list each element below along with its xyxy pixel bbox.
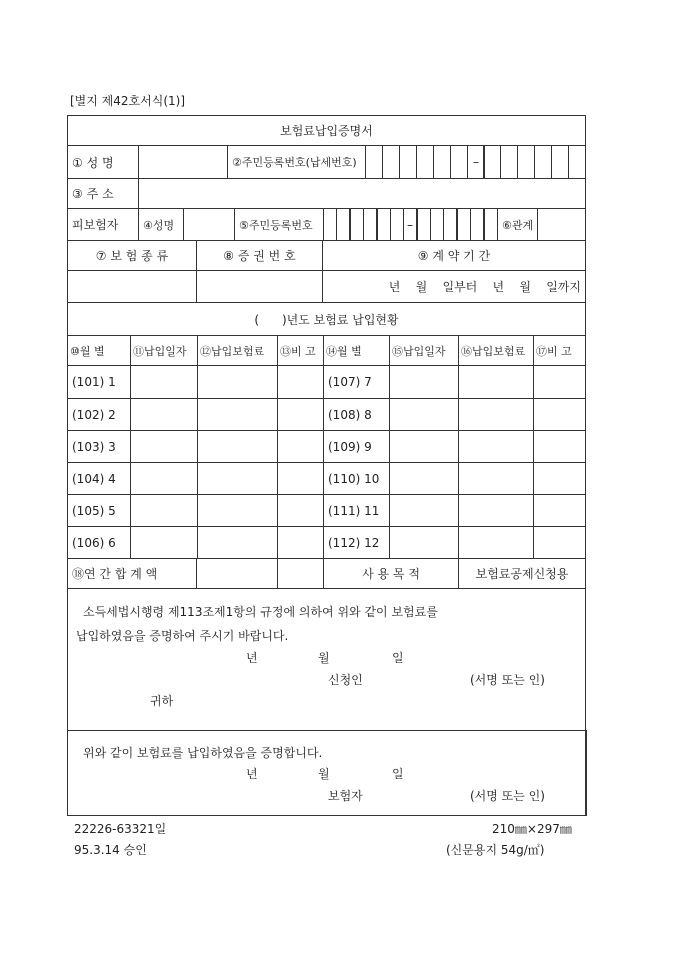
contract-period-field[interactable]: 년 월 일부터 년 월 일까지 bbox=[322, 270, 586, 303]
insured-id-digit[interactable] bbox=[336, 208, 350, 241]
resident-number-digit[interactable] bbox=[433, 145, 451, 179]
resident-number-digit[interactable] bbox=[450, 145, 468, 179]
annual-total-amount[interactable] bbox=[196, 558, 278, 589]
payment-cell[interactable] bbox=[197, 462, 278, 495]
payment-cell[interactable] bbox=[130, 526, 198, 559]
insured-id-digit[interactable] bbox=[443, 208, 457, 241]
insured-name-label: ④성명 bbox=[138, 208, 184, 241]
resident-number-digit[interactable] bbox=[534, 145, 552, 179]
certification-text: 위와 같이 보험료를 납입하였음을 증명합니다. bbox=[83, 746, 323, 760]
form-reference: [별지 제42호서식(1)] bbox=[70, 94, 185, 108]
insurer-label: 보험자 bbox=[328, 789, 363, 803]
application-text-1: 소득세법시행령 제113조제1항의 규정에 의하여 위와 같이 보험료를 bbox=[83, 605, 438, 619]
payment-cell[interactable] bbox=[389, 398, 459, 431]
payment-cell[interactable] bbox=[130, 365, 198, 399]
payment-cell[interactable] bbox=[389, 430, 459, 463]
payment-cell[interactable] bbox=[533, 462, 586, 495]
approval-date: 95.3.14 승인 bbox=[74, 843, 147, 857]
payment-cell[interactable] bbox=[277, 526, 324, 559]
insured-id-digit[interactable] bbox=[323, 208, 337, 241]
month-label: (102) 2 bbox=[67, 398, 131, 431]
certification-day: 일 bbox=[392, 767, 404, 781]
resident-number-digit[interactable] bbox=[551, 145, 569, 179]
contract-period-label: ⑨ 계 약 기 간 bbox=[322, 240, 586, 271]
month-label: (101) 1 bbox=[67, 365, 131, 399]
resident-number-digit[interactable] bbox=[500, 145, 518, 179]
applicant-label: 신청인 bbox=[328, 673, 363, 687]
resident-number-label: ②주민등록번호(납세번호) bbox=[227, 145, 366, 179]
insured-id-digit[interactable] bbox=[470, 208, 484, 241]
resident-number-digit[interactable] bbox=[517, 145, 535, 179]
name-label: ① 성 명 bbox=[67, 145, 139, 179]
payment-cell[interactable] bbox=[533, 430, 586, 463]
payment-cell[interactable] bbox=[458, 365, 534, 399]
name-field[interactable] bbox=[138, 145, 228, 179]
payment-cell[interactable] bbox=[389, 526, 459, 559]
payment-cell[interactable] bbox=[130, 398, 198, 431]
payment-cell[interactable] bbox=[458, 494, 534, 527]
month-label: (112) 12 bbox=[323, 526, 390, 559]
insurance-type-label: ⑦ 보 험 종 류 bbox=[67, 240, 197, 271]
policy-number-field[interactable] bbox=[196, 270, 323, 303]
applicant-sign[interactable]: (서명 또는 인) bbox=[470, 673, 545, 687]
column-header: ⑰비 고 bbox=[533, 335, 586, 366]
payment-cell[interactable] bbox=[458, 430, 534, 463]
insurance-type-field[interactable] bbox=[67, 270, 197, 303]
certification-section bbox=[67, 730, 587, 816]
payment-cell[interactable] bbox=[389, 365, 459, 399]
payment-cell[interactable] bbox=[277, 365, 324, 399]
column-header: ⑬비 고 bbox=[277, 335, 324, 366]
paper-type: (신문용지 54g/㎡) bbox=[446, 843, 545, 857]
month-label: (104) 4 bbox=[67, 462, 131, 495]
month-label: (108) 8 bbox=[323, 398, 390, 431]
column-header: ⑮납입일자 bbox=[389, 335, 459, 366]
insured-id-digit[interactable] bbox=[484, 208, 498, 241]
address-field[interactable] bbox=[138, 178, 586, 209]
application-month: 월 bbox=[318, 651, 330, 665]
policy-number-label: ⑧ 증 권 번 호 bbox=[196, 240, 323, 271]
resident-number-dash: – bbox=[467, 145, 485, 179]
insured-id-digit[interactable] bbox=[377, 208, 391, 241]
insured-name-field[interactable] bbox=[183, 208, 235, 241]
payment-cell[interactable] bbox=[389, 494, 459, 527]
payment-cell[interactable] bbox=[458, 526, 534, 559]
month-label: (103) 3 bbox=[67, 430, 131, 463]
paper-size: 210㎜×297㎜ bbox=[492, 822, 572, 836]
application-text-2: 납입하였음을 증명하여 주시기 바랍니다. bbox=[76, 629, 289, 643]
payment-cell[interactable] bbox=[458, 398, 534, 431]
month-label: (111) 11 bbox=[323, 494, 390, 527]
month-label: (106) 6 bbox=[67, 526, 131, 559]
payment-cell[interactable] bbox=[277, 494, 324, 527]
resident-number-digit[interactable] bbox=[483, 145, 501, 179]
annual-total-label: ⑱연 간 합 계 액 bbox=[67, 558, 197, 589]
insured-id-digit[interactable] bbox=[457, 208, 471, 241]
annual-total-remark[interactable] bbox=[277, 558, 324, 589]
form-title: 보험료납입증명서 bbox=[67, 115, 586, 146]
insured-id-digit[interactable] bbox=[417, 208, 431, 241]
insured-id-dash: – bbox=[403, 208, 417, 241]
certification-month: 월 bbox=[318, 767, 330, 781]
purpose-value: 보험료공제신청용 bbox=[458, 558, 586, 589]
column-header: ⑭월 별 bbox=[323, 335, 390, 366]
application-day: 일 bbox=[392, 651, 404, 665]
relation-field[interactable] bbox=[537, 208, 586, 241]
month-label: (105) 5 bbox=[67, 494, 131, 527]
resident-number-digit[interactable] bbox=[416, 145, 434, 179]
addressee-label: 귀하 bbox=[150, 694, 174, 708]
payment-cell[interactable] bbox=[197, 398, 278, 431]
payment-cell[interactable] bbox=[277, 398, 324, 431]
resident-number-digit[interactable] bbox=[365, 145, 383, 179]
insured-id-digit[interactable] bbox=[430, 208, 444, 241]
payment-cell[interactable] bbox=[130, 494, 198, 527]
resident-number-digit[interactable] bbox=[382, 145, 400, 179]
application-year: 년 bbox=[246, 651, 258, 665]
payment-cell[interactable] bbox=[197, 494, 278, 527]
payment-cell[interactable] bbox=[533, 365, 586, 399]
payment-cell[interactable] bbox=[197, 526, 278, 559]
payment-cell[interactable] bbox=[277, 430, 324, 463]
address-label: ③ 주 소 bbox=[67, 178, 139, 209]
column-header: ⑩월 별 bbox=[67, 335, 131, 366]
month-label: (107) 7 bbox=[323, 365, 390, 399]
payment-cell[interactable] bbox=[389, 462, 459, 495]
payment-cell[interactable] bbox=[277, 462, 324, 495]
month-label: (110) 10 bbox=[323, 462, 390, 495]
resident-number-digit[interactable] bbox=[568, 145, 586, 179]
insured-id-digit[interactable] bbox=[363, 208, 377, 241]
payment-cell[interactable] bbox=[130, 462, 198, 495]
payment-status-title: ( )년도 보험료 납입현황 bbox=[67, 302, 586, 336]
column-header: ⑪납입일자 bbox=[130, 335, 198, 366]
payment-cell[interactable] bbox=[197, 430, 278, 463]
purpose-label: 사 용 목 적 bbox=[323, 558, 459, 589]
payment-cell[interactable] bbox=[533, 494, 586, 527]
month-label: (109) 9 bbox=[323, 430, 390, 463]
payment-cell[interactable] bbox=[130, 430, 198, 463]
insured-id-digit[interactable] bbox=[350, 208, 364, 241]
payment-cell[interactable] bbox=[533, 398, 586, 431]
certification-year: 년 bbox=[246, 767, 258, 781]
column-header: ⑯납입보험료 bbox=[458, 335, 534, 366]
insured-label: 피보험자 bbox=[67, 208, 139, 241]
insured-id-label: ⑤주민등록번호 bbox=[234, 208, 324, 241]
relation-label: ⑥관계 bbox=[497, 208, 538, 241]
form-code: 22226-63321일 bbox=[74, 822, 167, 836]
payment-cell[interactable] bbox=[458, 462, 534, 495]
payment-cell[interactable] bbox=[197, 365, 278, 399]
payment-cell[interactable] bbox=[533, 526, 586, 559]
insurer-sign[interactable]: (서명 또는 인) bbox=[470, 789, 545, 803]
column-header: ⑫납입보험료 bbox=[197, 335, 278, 366]
insured-id-digit[interactable] bbox=[390, 208, 404, 241]
resident-number-digit[interactable] bbox=[399, 145, 417, 179]
